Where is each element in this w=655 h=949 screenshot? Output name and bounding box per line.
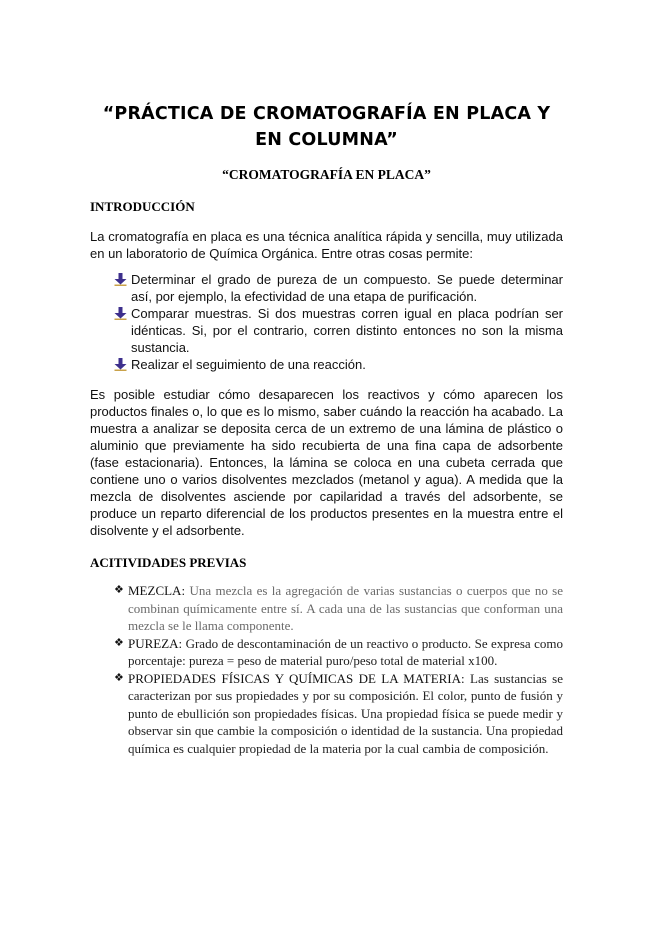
list-item bbox=[114, 271, 563, 305]
bullet-text: Comparar muestras. Si dos muestras corren igual en placa podrían ser idénticas. Si, por el contrario, corren distinto entonces no son la misma sustancia. bbox=[131, 306, 563, 355]
list-item bbox=[114, 582, 563, 635]
item-description: Las sustancias se caracterizan por sus propiedades y por su composición. El color, punto de fusión y punto de ebullición son propiedades físicas. Una propiedad física se puede medir y observar sin que cambie la composición o identidad de la sustancia. Una propiedad química es cualquier propiedad de la materia por la cual cambia de composición. bbox=[128, 670, 564, 756]
introduction-bullet-list bbox=[90, 271, 563, 373]
bullet-text: Realizar el seguimiento de una reacción. bbox=[131, 357, 366, 372]
list-item bbox=[114, 635, 563, 670]
diamond-bullet-icon: ❖ bbox=[114, 636, 124, 649]
document-title: “PRÁCTICA DE CROMATOGRAFÍA EN PLACA Y EN COLUMNA” bbox=[102, 104, 551, 150]
down-arrow-icon bbox=[114, 358, 127, 371]
list-item bbox=[114, 356, 563, 373]
previous-activities-heading: ACITIVIDADES PREVIAS bbox=[90, 555, 247, 570]
document-page bbox=[0, 101, 655, 949]
item-term: PUREZA: bbox=[128, 635, 183, 651]
item-description: Grado de descontaminación de un reactivo o producto. Se expresa como porcentaje: pureza = peso de material puro/peso total de material x100. bbox=[128, 635, 564, 668]
down-arrow-icon bbox=[114, 273, 127, 286]
item-description: Una mezcla es la agregación de varias sustancias o cuerpos que no se combinan químicamente entre sí. A cada una de las sustancias que conforman una mezcla se le llama componente. bbox=[128, 583, 564, 633]
introduction-paragraph: La cromatografía en placa es una técnica analítica rápida y sencilla, muy utilizada en un laboratorio de Química Orgánica. Entre otras cosas permite: bbox=[90, 229, 563, 261]
document-subtitle: “CROMATOGRAFÍA EN PLACA” bbox=[222, 167, 431, 182]
down-arrow-icon bbox=[114, 307, 127, 320]
bullet-text: Determinar el grado de pureza de un compuesto. Se puede determinar así, por ejemplo, la efectividad de una etapa de purificación. bbox=[131, 272, 563, 304]
introduction-heading: INTRODUCCIÓN bbox=[90, 199, 195, 214]
item-term: PROPIEDADES FÍSICAS Y QUÍMICAS DE LA MATERIA: bbox=[128, 670, 465, 686]
list-item bbox=[114, 670, 563, 758]
list-item bbox=[114, 305, 563, 356]
diamond-bullet-icon: ❖ bbox=[114, 671, 124, 684]
diamond-bullet-icon: ❖ bbox=[114, 584, 124, 596]
introduction-paragraph-2: Es posible estudiar cómo desaparecen los reactivos y cómo aparecen los productos finales o, lo que es lo mismo, saber cuándo la reacción ha acabado. La muestra a analizar se deposita cerca de un extremo de una lámina de plástico o aluminio que previamente ha sido recubierta de una fina capa de adsorbente (fase estacionaria). Entonces, la lámina se coloca en una cubeta cerrada que contiene uno o varios disolventes mezclados (metanol y agua). A medida que la mezcla de disolventes asciende por capilaridad a través del adsorbente, se produce un reparto diferencial de los productos presentes en la muestra entre el disolvente y el adsorbente. bbox=[90, 387, 563, 538]
previous-activities-list bbox=[90, 582, 563, 757]
item-term: MEZCLA: bbox=[128, 583, 186, 598]
